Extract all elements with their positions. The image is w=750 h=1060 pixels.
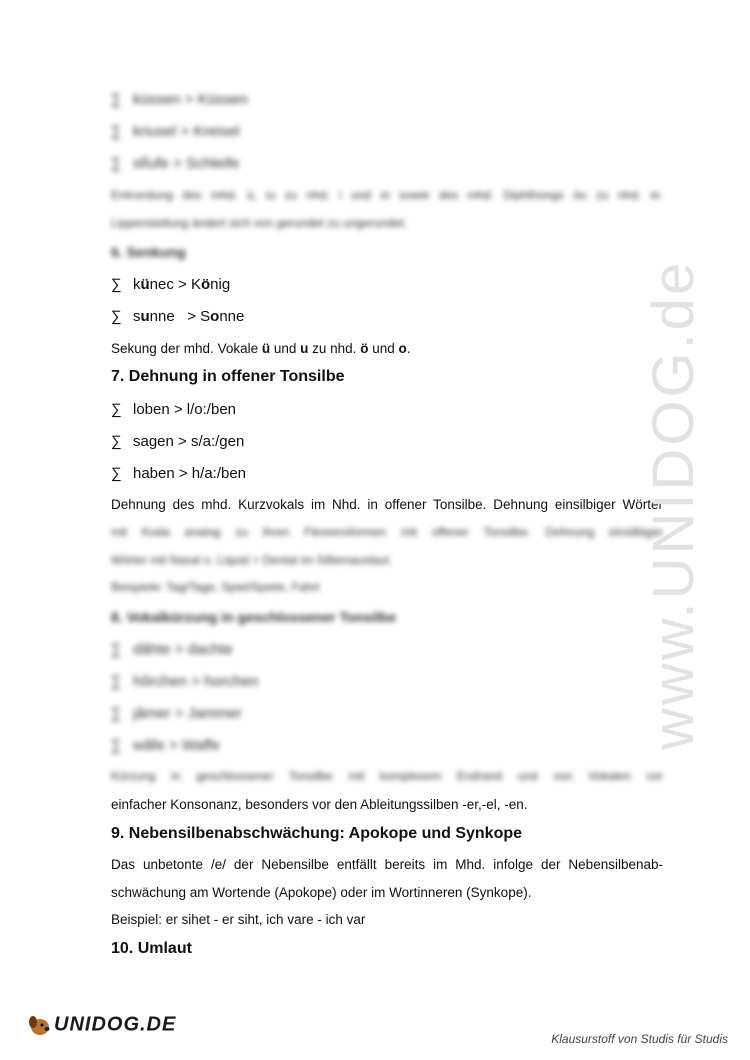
watermark: www.UNIDOG.de bbox=[641, 259, 706, 750]
bullet-item: ∑ sunne > Sonne bbox=[111, 308, 245, 325]
section-heading: 7. Dehnung in offener Tonsilbe bbox=[111, 368, 345, 385]
bullet-item: ∑ wâfe > Waffe bbox=[111, 737, 221, 754]
bullet-item: ∑ künec > König bbox=[111, 276, 231, 293]
paragraph-line: Dehnung des mhd. Kurzvokals im Nhd. in offener Tonsilbe. Dehnung einsilbiger Wörter bbox=[111, 497, 663, 512]
paragraph-line: schwächung am Wortende (Apokope) oder im Wortinneren (Synkope). bbox=[111, 885, 532, 900]
paragraph-line: Wörter mit Nasal o. Liquid + Dental im Silbenauslaut. bbox=[111, 553, 393, 567]
bullet-item: ∑ küssen > Küssen bbox=[111, 91, 248, 108]
paragraph-line: einfacher Konsonanz, besonders vor den Ableitungssilben -er,-el, -en. bbox=[111, 797, 528, 812]
bullet-item: ∑ haben > h/a:/ben bbox=[111, 465, 247, 482]
bullet-item: ∑ loben > l/o:/ben bbox=[111, 401, 237, 418]
unidog-logo: UNIDOG.DE bbox=[26, 1013, 176, 1037]
paragraph-line: mit Koda analog zu ihren Flexionsformen mit offener Tonsilbe. Dehnung einsilbiger bbox=[111, 525, 663, 539]
paragraph-line: Lippenstellung ändert sich von gerundet zu ungerundet. bbox=[111, 216, 408, 230]
section-heading: 8. Vokalkürzung in geschlossener Tonsilbe bbox=[111, 609, 396, 625]
section-heading: 6. Senkung bbox=[111, 244, 186, 260]
paragraph-line: Kürzung in geschlossener Tonsilbe mit komplexem Endrand und von Vokalen vor bbox=[111, 769, 663, 783]
paragraph-line: Sekung der mhd. Vokale ü und u zu nhd. ö und o. bbox=[111, 341, 411, 356]
paragraph-line: Das unbetonte /e/ der Nebensilbe entfällt bereits im Mhd. infolge der Nebensilbenab- bbox=[111, 857, 663, 872]
bullet-item: ∑ sagen > s/a:/gen bbox=[111, 433, 245, 450]
bullet-item: ∑ dâhte > dachte bbox=[111, 641, 233, 658]
footer-tagline: Klausurstoff von Studis für Studis bbox=[551, 1032, 728, 1046]
bullet-item: ∑ kriusel > Kreisel bbox=[111, 123, 240, 140]
dog-icon bbox=[26, 1013, 52, 1037]
bullet-item: ∑ slîufe > Schleife bbox=[111, 155, 240, 172]
bullet-item: ∑ hôrchen > horchen bbox=[111, 673, 259, 690]
paragraph-line: Beispiele: Tag/Tage, Spiel/Spiele, Fahrt bbox=[111, 580, 320, 594]
section-heading: 9. Nebensilbenabschwächung: Apokope und Synkope bbox=[111, 825, 523, 842]
bullet-item: ∑ jâmer > Jammer bbox=[111, 705, 242, 722]
paragraph-line: Beispiel: er sihet - er siht, ich vare - ich var bbox=[111, 912, 366, 927]
section-heading: 10. Umlaut bbox=[111, 940, 192, 957]
paragraph-line: Entrundung des mhd. ü, iu zu nhd. i und ei sowie des mhd. Diphthongs öu zu nhd. ei. bbox=[111, 188, 663, 202]
